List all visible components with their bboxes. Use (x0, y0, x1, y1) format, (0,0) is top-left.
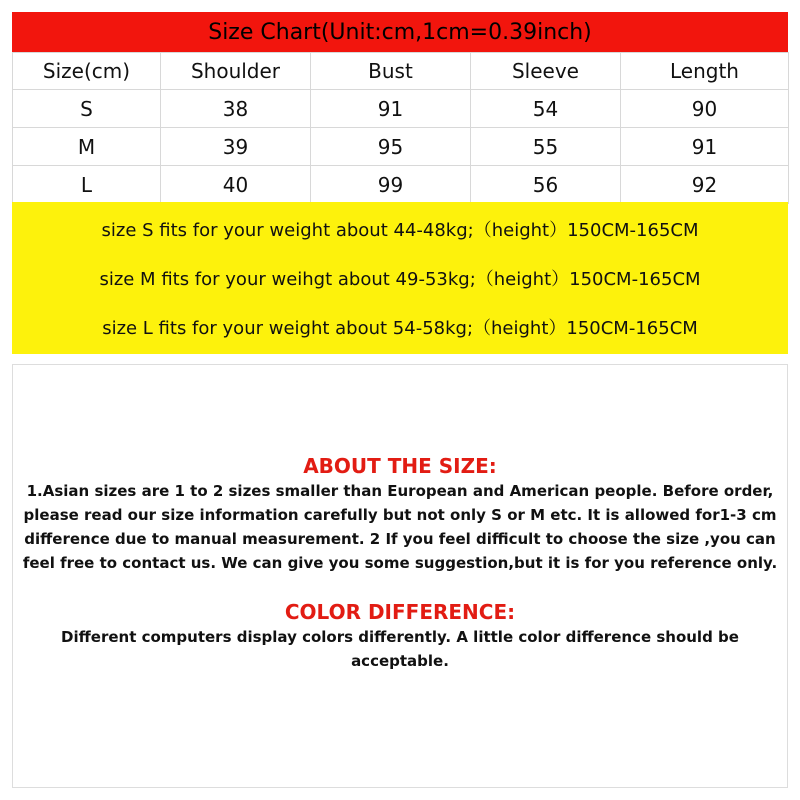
fit-note-s: size S fits for your weight about 44-48kg;（height）150CM-165CM (101, 219, 699, 241)
color-difference-heading: COLOR DIFFERENCE: (284, 600, 516, 624)
size-chart-title (12, 12, 788, 52)
table-cell-size: M (13, 128, 161, 166)
table-cell-bust: 99 (311, 166, 471, 204)
table-cell-size: L (13, 166, 161, 204)
about-size-text: 1.Asian sizes are 1 to 2 sizes smaller than European and American people. Before order, please read our size information carefully but not only S or M etc. It is allowed for1-3 cm difference due to manual measurement. 2 If you feel difficult to choose the size ,you can feel free to contact us. We can give you some suggestion,but it is for you reference only. (22, 482, 778, 572)
table-cell-bust: 91 (311, 90, 471, 128)
column-header-shoulder: Shoulder (161, 53, 311, 90)
table-cell-length: 92 (621, 166, 789, 204)
fit-guide-box (12, 202, 788, 354)
column-header-bust: Bust (311, 53, 471, 90)
table-cell-shoulder: 40 (161, 166, 311, 204)
table-cell-length: 90 (621, 90, 789, 128)
table-cell-size: S (13, 90, 161, 128)
size-chart-title-text: Size Chart(Unit:cm,1cm=0.39inch) (208, 19, 592, 45)
column-header-size: Size(cm) (13, 53, 161, 90)
table-cell-shoulder: 38 (161, 90, 311, 128)
notes-panel (12, 364, 788, 788)
table-cell-length: 91 (621, 128, 789, 166)
table-cell-bust: 95 (311, 128, 471, 166)
fit-note-m: size M fits for your weihgt about 49-53kg;（height）150CM-165CM (99, 268, 701, 290)
size-table (12, 52, 789, 204)
table-cell-sleeve: 55 (471, 128, 621, 166)
column-header-sleeve: Sleeve (471, 53, 621, 90)
table-row (13, 166, 789, 204)
table-row (13, 128, 789, 166)
table-cell-sleeve: 54 (471, 90, 621, 128)
fit-note-l: size L fits for your weight about 54-58kg;（height）150CM-165CM (102, 318, 698, 340)
table-header-row (13, 53, 789, 90)
color-difference-text: Different computers display colors differently. A little color difference should be acceptable. (61, 628, 739, 670)
table-row (13, 90, 789, 128)
table-cell-shoulder: 39 (161, 128, 311, 166)
column-header-length: Length (621, 53, 789, 90)
table-cell-sleeve: 56 (471, 166, 621, 204)
about-size-heading: ABOUT THE SIZE: (303, 454, 497, 478)
